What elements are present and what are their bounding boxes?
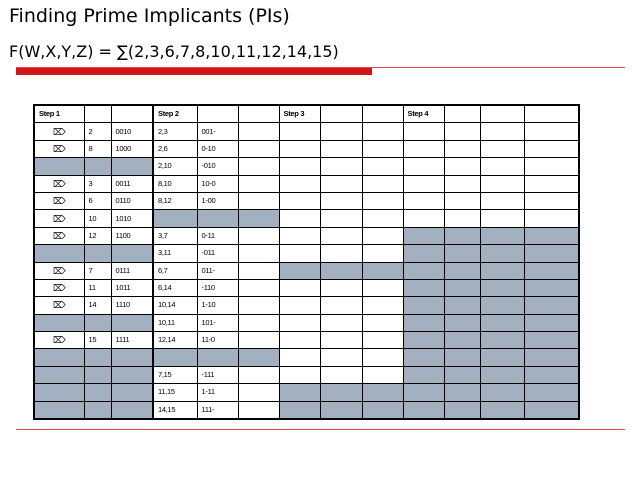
step4-cell	[444, 332, 480, 349]
step4-cell	[403, 366, 444, 383]
step4-cell	[403, 245, 444, 262]
step4-cell	[403, 262, 444, 279]
pattern-cell: 1-11	[197, 384, 238, 401]
step4-cell	[524, 401, 579, 419]
step3-header: Step 3	[279, 105, 320, 123]
step3-cell	[362, 210, 403, 227]
pattern-cell	[197, 349, 238, 366]
step2-header: Step 2	[153, 105, 197, 123]
step2-extra-cell	[238, 332, 279, 349]
minterm-cell: 10	[84, 210, 111, 227]
step3-cell	[320, 366, 362, 383]
step3-cell	[279, 140, 320, 157]
footer-divider	[16, 429, 625, 430]
step4-cell	[524, 366, 579, 383]
binary-cell	[111, 401, 153, 419]
step4-cell	[444, 349, 480, 366]
step4-cell	[444, 384, 480, 401]
step4-cell	[524, 297, 579, 314]
step3-cell	[279, 192, 320, 209]
step3-cell	[320, 192, 362, 209]
step3-cell	[279, 349, 320, 366]
step3-cell	[279, 210, 320, 227]
step3-cell	[279, 366, 320, 383]
check-mark-icon: ⌦	[34, 332, 84, 349]
step3-cell	[362, 192, 403, 209]
binary-cell	[111, 366, 153, 383]
step4-cell	[480, 384, 524, 401]
step4-cell	[480, 262, 524, 279]
step4-cell	[444, 175, 480, 192]
binary-cell: 0110	[111, 192, 153, 209]
minterm-cell	[84, 401, 111, 419]
table-row	[34, 314, 579, 331]
check-mark-icon: ⌦	[34, 175, 84, 192]
step2-extra-cell	[238, 158, 279, 175]
minterm-cell	[84, 366, 111, 383]
step4-cell	[403, 401, 444, 419]
step3-cell	[279, 175, 320, 192]
step2-extra-cell	[238, 349, 279, 366]
step4-cell	[403, 332, 444, 349]
header-cell	[480, 105, 524, 123]
step4-cell	[480, 349, 524, 366]
step4-cell	[444, 227, 480, 244]
step4-cell	[480, 297, 524, 314]
step3-cell	[362, 175, 403, 192]
minterm-cell: 7	[84, 262, 111, 279]
step3-cell	[320, 262, 362, 279]
step4-cell	[524, 314, 579, 331]
pair-cell: 11,15	[153, 384, 197, 401]
step4-cell	[524, 210, 579, 227]
step4-cell	[524, 262, 579, 279]
pair-cell: 12,14	[153, 332, 197, 349]
pattern-cell: 1-10	[197, 297, 238, 314]
step3-cell	[362, 158, 403, 175]
step3-cell	[320, 349, 362, 366]
binary-cell: 0111	[111, 262, 153, 279]
step4-cell	[444, 314, 480, 331]
prime-implicants-table	[33, 104, 580, 420]
binary-cell: 0010	[111, 123, 153, 140]
step4-cell	[524, 227, 579, 244]
minterm-cell	[84, 314, 111, 331]
step4-cell	[524, 384, 579, 401]
step4-cell	[480, 227, 524, 244]
step3-cell	[320, 279, 362, 296]
binary-cell: 1010	[111, 210, 153, 227]
step3-cell	[362, 366, 403, 383]
pattern-cell: 001-	[197, 123, 238, 140]
pair-cell: 2,3	[153, 123, 197, 140]
check-cell	[34, 384, 84, 401]
step3-cell	[362, 279, 403, 296]
step4-cell	[444, 262, 480, 279]
step2-extra-cell	[238, 140, 279, 157]
table-row	[34, 332, 579, 349]
table-row	[34, 175, 579, 192]
step2-extra-cell	[238, 175, 279, 192]
step3-cell	[279, 297, 320, 314]
step4-cell	[444, 140, 480, 157]
step4-cell	[403, 210, 444, 227]
step4-cell	[403, 279, 444, 296]
pattern-cell: -011	[197, 245, 238, 262]
step4-cell	[524, 123, 579, 140]
check-cell	[34, 349, 84, 366]
pattern-cell: 10-0	[197, 175, 238, 192]
step4-cell	[480, 123, 524, 140]
step3-cell	[320, 175, 362, 192]
header-cell	[238, 105, 279, 123]
step3-cell	[279, 158, 320, 175]
step4-cell	[403, 158, 444, 175]
binary-cell	[111, 245, 153, 262]
step3-cell	[320, 227, 362, 244]
minterm-cell	[84, 245, 111, 262]
step4-cell	[444, 123, 480, 140]
step4-cell	[403, 314, 444, 331]
step2-extra-cell	[238, 297, 279, 314]
minterm-cell: 12	[84, 227, 111, 244]
step3-cell	[320, 123, 362, 140]
step3-cell	[362, 384, 403, 401]
check-cell	[34, 245, 84, 262]
step2-extra-cell	[238, 384, 279, 401]
title-accent-bar	[16, 68, 372, 75]
binary-cell: 1100	[111, 227, 153, 244]
header-cell	[444, 105, 480, 123]
step4-cell	[480, 192, 524, 209]
step2-extra-cell	[238, 366, 279, 383]
pair-cell: 2,6	[153, 140, 197, 157]
step3-cell	[279, 401, 320, 419]
table-row	[34, 245, 579, 262]
step4-cell	[444, 279, 480, 296]
minterm-cell: 8	[84, 140, 111, 157]
pattern-cell: 1-00	[197, 192, 238, 209]
binary-cell	[111, 314, 153, 331]
step4-cell	[403, 227, 444, 244]
pattern-cell: 011-	[197, 262, 238, 279]
binary-cell	[111, 384, 153, 401]
pattern-cell: 11-0	[197, 332, 238, 349]
binary-cell: 1011	[111, 279, 153, 296]
binary-cell	[111, 158, 153, 175]
step4-cell	[444, 192, 480, 209]
pair-cell: 14,15	[153, 401, 197, 419]
step3-cell	[362, 314, 403, 331]
minterm-cell	[84, 349, 111, 366]
table-row	[34, 366, 579, 383]
table-row	[34, 123, 579, 140]
table-row	[34, 262, 579, 279]
step4-cell	[480, 401, 524, 419]
step4-cell	[524, 192, 579, 209]
check-cell	[34, 401, 84, 419]
pair-cell: 7,15	[153, 366, 197, 383]
check-cell	[34, 158, 84, 175]
step3-cell	[320, 297, 362, 314]
step3-cell	[320, 314, 362, 331]
pair-cell: 8,10	[153, 175, 197, 192]
step3-cell	[279, 332, 320, 349]
step2-extra-cell	[238, 262, 279, 279]
pattern-cell: 101-	[197, 314, 238, 331]
step4-cell	[480, 366, 524, 383]
step4-cell	[524, 175, 579, 192]
minterm-cell: 2	[84, 123, 111, 140]
pattern-cell: -111	[197, 366, 238, 383]
check-mark-icon: ⌦	[34, 140, 84, 157]
step4-cell	[480, 210, 524, 227]
pair-cell	[153, 349, 197, 366]
step2-extra-cell	[238, 123, 279, 140]
pair-cell	[153, 210, 197, 227]
step3-cell	[362, 123, 403, 140]
pattern-cell: 111-	[197, 401, 238, 419]
step2-extra-cell	[238, 210, 279, 227]
check-mark-icon: ⌦	[34, 227, 84, 244]
step3-cell	[320, 158, 362, 175]
step3-cell	[279, 245, 320, 262]
step4-cell	[444, 158, 480, 175]
header-cell	[524, 105, 579, 123]
table-row	[34, 401, 579, 419]
binary-cell: 1111	[111, 332, 153, 349]
header-cell	[197, 105, 238, 123]
step4-cell	[480, 140, 524, 157]
step3-cell	[320, 245, 362, 262]
minterm-cell	[84, 384, 111, 401]
check-mark-icon: ⌦	[34, 262, 84, 279]
step3-cell	[279, 314, 320, 331]
pair-cell: 10,11	[153, 314, 197, 331]
table-row	[34, 140, 579, 157]
step4-cell	[524, 245, 579, 262]
step2-extra-cell	[238, 227, 279, 244]
step4-cell	[524, 332, 579, 349]
step4-cell	[480, 332, 524, 349]
table-row	[34, 192, 579, 209]
header-cell	[84, 105, 111, 123]
step3-cell	[320, 210, 362, 227]
pair-cell: 2,10	[153, 158, 197, 175]
step4-cell	[403, 384, 444, 401]
step4-cell	[480, 279, 524, 296]
step3-cell	[362, 245, 403, 262]
pair-cell: 8,12	[153, 192, 197, 209]
check-mark-icon: ⌦	[34, 192, 84, 209]
minterm-cell: 14	[84, 297, 111, 314]
step2-extra-cell	[238, 314, 279, 331]
step4-cell	[403, 175, 444, 192]
step4-cell	[403, 297, 444, 314]
step3-cell	[279, 123, 320, 140]
pair-cell: 10,14	[153, 297, 197, 314]
minterm-cell: 3	[84, 175, 111, 192]
minterm-cell	[84, 158, 111, 175]
pattern-cell: -110	[197, 279, 238, 296]
step3-cell	[362, 349, 403, 366]
step4-cell	[480, 175, 524, 192]
binary-cell: 1110	[111, 297, 153, 314]
step3-cell	[279, 279, 320, 296]
minterm-cell: 11	[84, 279, 111, 296]
step3-cell	[279, 227, 320, 244]
step4-cell	[444, 210, 480, 227]
step4-cell	[524, 349, 579, 366]
pattern-cell: 0-10	[197, 140, 238, 157]
step4-cell	[480, 158, 524, 175]
table-row	[34, 210, 579, 227]
step3-cell	[362, 297, 403, 314]
step4-cell	[524, 140, 579, 157]
boolean-function: F(W,X,Y,Z) = ∑(2,3,6,7,8,10,11,12,14,15)	[9, 42, 339, 61]
table-row	[34, 349, 579, 366]
minterm-cell: 15	[84, 332, 111, 349]
step1-header: Step 1	[34, 105, 84, 123]
step4-cell	[524, 158, 579, 175]
step2-extra-cell	[238, 401, 279, 419]
step2-extra-cell	[238, 279, 279, 296]
step4-cell	[444, 297, 480, 314]
binary-cell: 1000	[111, 140, 153, 157]
table-row	[34, 158, 579, 175]
check-cell	[34, 366, 84, 383]
binary-cell	[111, 349, 153, 366]
step4-cell	[403, 123, 444, 140]
step3-cell	[320, 332, 362, 349]
step4-cell	[403, 140, 444, 157]
header-row	[34, 105, 579, 123]
pattern-cell	[197, 210, 238, 227]
step3-cell	[362, 140, 403, 157]
step3-cell	[320, 401, 362, 419]
pattern-cell: 0-11	[197, 227, 238, 244]
step3-cell	[362, 332, 403, 349]
pair-cell: 3,11	[153, 245, 197, 262]
pair-cell: 6,7	[153, 262, 197, 279]
check-cell	[34, 314, 84, 331]
step3-cell	[320, 140, 362, 157]
step3-cell	[362, 262, 403, 279]
check-mark-icon: ⌦	[34, 279, 84, 296]
page-title: Finding Prime Implicants (PIs)	[9, 5, 290, 27]
step2-extra-cell	[238, 245, 279, 262]
pair-cell: 6,14	[153, 279, 197, 296]
header-cell	[362, 105, 403, 123]
step2-extra-cell	[238, 192, 279, 209]
step4-cell	[444, 245, 480, 262]
step3-cell	[279, 262, 320, 279]
check-mark-icon: ⌦	[34, 210, 84, 227]
step4-cell	[444, 401, 480, 419]
step4-cell	[480, 245, 524, 262]
step3-cell	[362, 227, 403, 244]
table-row	[34, 227, 579, 244]
step4-cell	[444, 366, 480, 383]
step4-cell	[403, 349, 444, 366]
step4-cell	[480, 314, 524, 331]
header-cell	[111, 105, 153, 123]
binary-cell: 0011	[111, 175, 153, 192]
check-mark-icon: ⌦	[34, 123, 84, 140]
minterm-cell: 6	[84, 192, 111, 209]
header-cell	[320, 105, 362, 123]
table-row	[34, 279, 579, 296]
step3-cell	[320, 384, 362, 401]
pair-cell: 3,7	[153, 227, 197, 244]
pattern-cell: -010	[197, 158, 238, 175]
step4-cell	[524, 279, 579, 296]
step3-cell	[279, 384, 320, 401]
table-row	[34, 297, 579, 314]
check-mark-icon: ⌦	[34, 297, 84, 314]
step4-cell	[403, 192, 444, 209]
table-row	[34, 384, 579, 401]
step3-cell	[362, 401, 403, 419]
step4-header: Step 4	[403, 105, 444, 123]
